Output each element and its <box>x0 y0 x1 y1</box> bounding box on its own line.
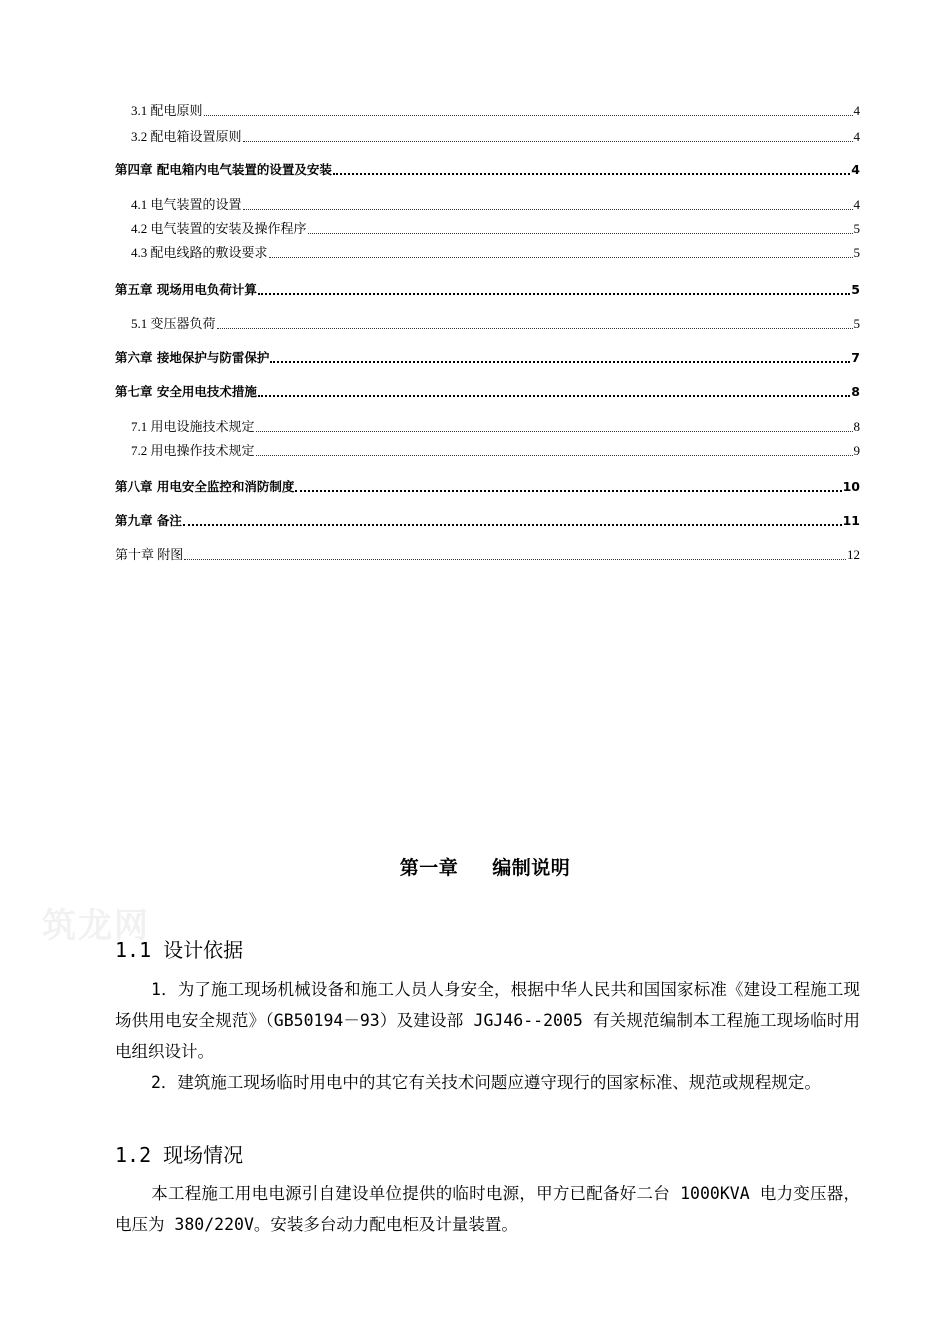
toc-entry-text: 第七章 安全用电技术措施 <box>115 384 257 399</box>
toc-entry[interactable] <box>131 316 860 332</box>
toc-leader-dots <box>269 256 853 258</box>
toc-leader-dots <box>256 430 853 432</box>
toc-entry-text: 3.2 配电箱设置原则 <box>131 129 242 144</box>
toc-page-number: 8 <box>853 419 860 434</box>
toc-chapter-entry[interactable] <box>115 162 860 178</box>
toc-leader-dots <box>184 558 846 560</box>
toc-page-number: 10 <box>842 479 860 494</box>
toc-leader-dots <box>204 114 853 116</box>
section-heading: 1.2 现场情况 <box>115 1143 244 1167</box>
toc-entry-text: 第九章 备注 <box>115 513 182 528</box>
toc-page-number: 5 <box>853 245 860 260</box>
toc-page-number: 8 <box>851 384 860 399</box>
toc-leader-dots <box>256 454 853 456</box>
toc-entry-text: 4.3 配电线路的敷设要求 <box>131 245 268 260</box>
toc-entry[interactable] <box>131 129 860 145</box>
toc-page-number: 12 <box>847 547 860 562</box>
toc-page-number: 11 <box>842 513 860 528</box>
paragraph <box>115 974 860 1067</box>
toc-entry-text: 第八章 用电安全监控和消防制度 <box>115 479 295 494</box>
toc-entry-text: 5.1 变压器负荷 <box>131 316 216 331</box>
paragraph-text: 2．建筑施工现场临时用电中的其它有关技术问题应遵守现行的国家标准、规范或规程规定。 <box>151 1073 821 1092</box>
toc-entry[interactable] <box>131 103 860 119</box>
toc-page-number: 4 <box>853 129 860 144</box>
toc-entry[interactable] <box>131 419 860 435</box>
chapter-title <box>0 853 950 880</box>
paragraph <box>115 1067 860 1098</box>
toc-leader-dots <box>258 394 850 397</box>
toc-entry[interactable] <box>115 547 860 563</box>
toc-leader-dots <box>295 489 841 492</box>
toc-chapter-entry[interactable] <box>115 384 860 400</box>
toc-page-number: 7 <box>851 350 860 365</box>
toc-leader-dots <box>183 523 842 526</box>
chapter-name: 编制说明 <box>492 857 571 879</box>
toc-chapter-entry[interactable] <box>115 350 860 366</box>
toc-leader-dots <box>243 140 853 142</box>
toc-entry-text: 3.1 配电原则 <box>131 103 203 118</box>
paragraph <box>115 1178 860 1240</box>
toc-entry[interactable] <box>131 443 860 459</box>
toc-entry-text: 第六章 接地保护与防雷保护 <box>115 350 270 365</box>
toc-entry[interactable] <box>131 197 860 213</box>
toc-leader-dots <box>333 172 850 175</box>
toc-entry[interactable] <box>131 221 860 237</box>
chapter-number: 第一章 <box>399 857 459 879</box>
toc-entry-text: 7.2 用电操作技术规定 <box>131 443 255 458</box>
toc-leader-dots <box>217 327 853 329</box>
toc-entry-text: 7.1 用电设施技术规定 <box>131 419 255 434</box>
paragraph-text: 本工程施工用电电源引自建设单位提供的临时电源，甲方已配备好二台 1000KVA 电力变压器，电压为 380/220V。安装多台动力配电柜及计量装置。 <box>115 1184 860 1234</box>
paragraph-text: 1．为了施工现场机械设备和施工人员人身安全，根据中华人民共和国国家标准《建设工程施工现场供用电安全规范》（GB50194－93）及建设部 JGJ46--2005 有关规范编制本工程施工现场临时用电组织设计。 <box>115 980 860 1061</box>
toc-page-number: 5 <box>851 282 860 297</box>
toc-entry-text: 第十章 附图 <box>115 547 184 562</box>
toc-chapter-entry[interactable] <box>115 479 860 495</box>
toc-entry[interactable] <box>131 245 860 261</box>
toc-entry-text: 4.2 电气装置的安装及操作程序 <box>131 221 307 236</box>
toc-leader-dots <box>270 360 850 363</box>
toc-chapter-entry[interactable] <box>115 513 860 529</box>
toc-page-number: 9 <box>853 443 860 458</box>
toc-page-number: 4 <box>851 162 860 177</box>
toc-page-number: 4 <box>853 103 860 118</box>
toc-leader-dots <box>243 208 853 210</box>
section-heading: 1.1 设计依据 <box>115 938 244 962</box>
toc-chapter-entry[interactable] <box>115 282 860 298</box>
toc-entry-text: 第四章 配电箱内电气装置的设置及安装 <box>115 162 332 177</box>
toc-entry-text: 4.1 电气装置的设置 <box>131 197 242 212</box>
watermark: 筑龙网 <box>42 906 150 946</box>
toc-entry-text: 第五章 现场用电负荷计算 <box>115 282 257 297</box>
toc-leader-dots <box>258 292 850 295</box>
toc-page-number: 5 <box>853 221 860 236</box>
toc-page-number: 4 <box>853 197 860 212</box>
toc-page-number: 5 <box>853 316 860 331</box>
toc-leader-dots <box>308 232 853 234</box>
